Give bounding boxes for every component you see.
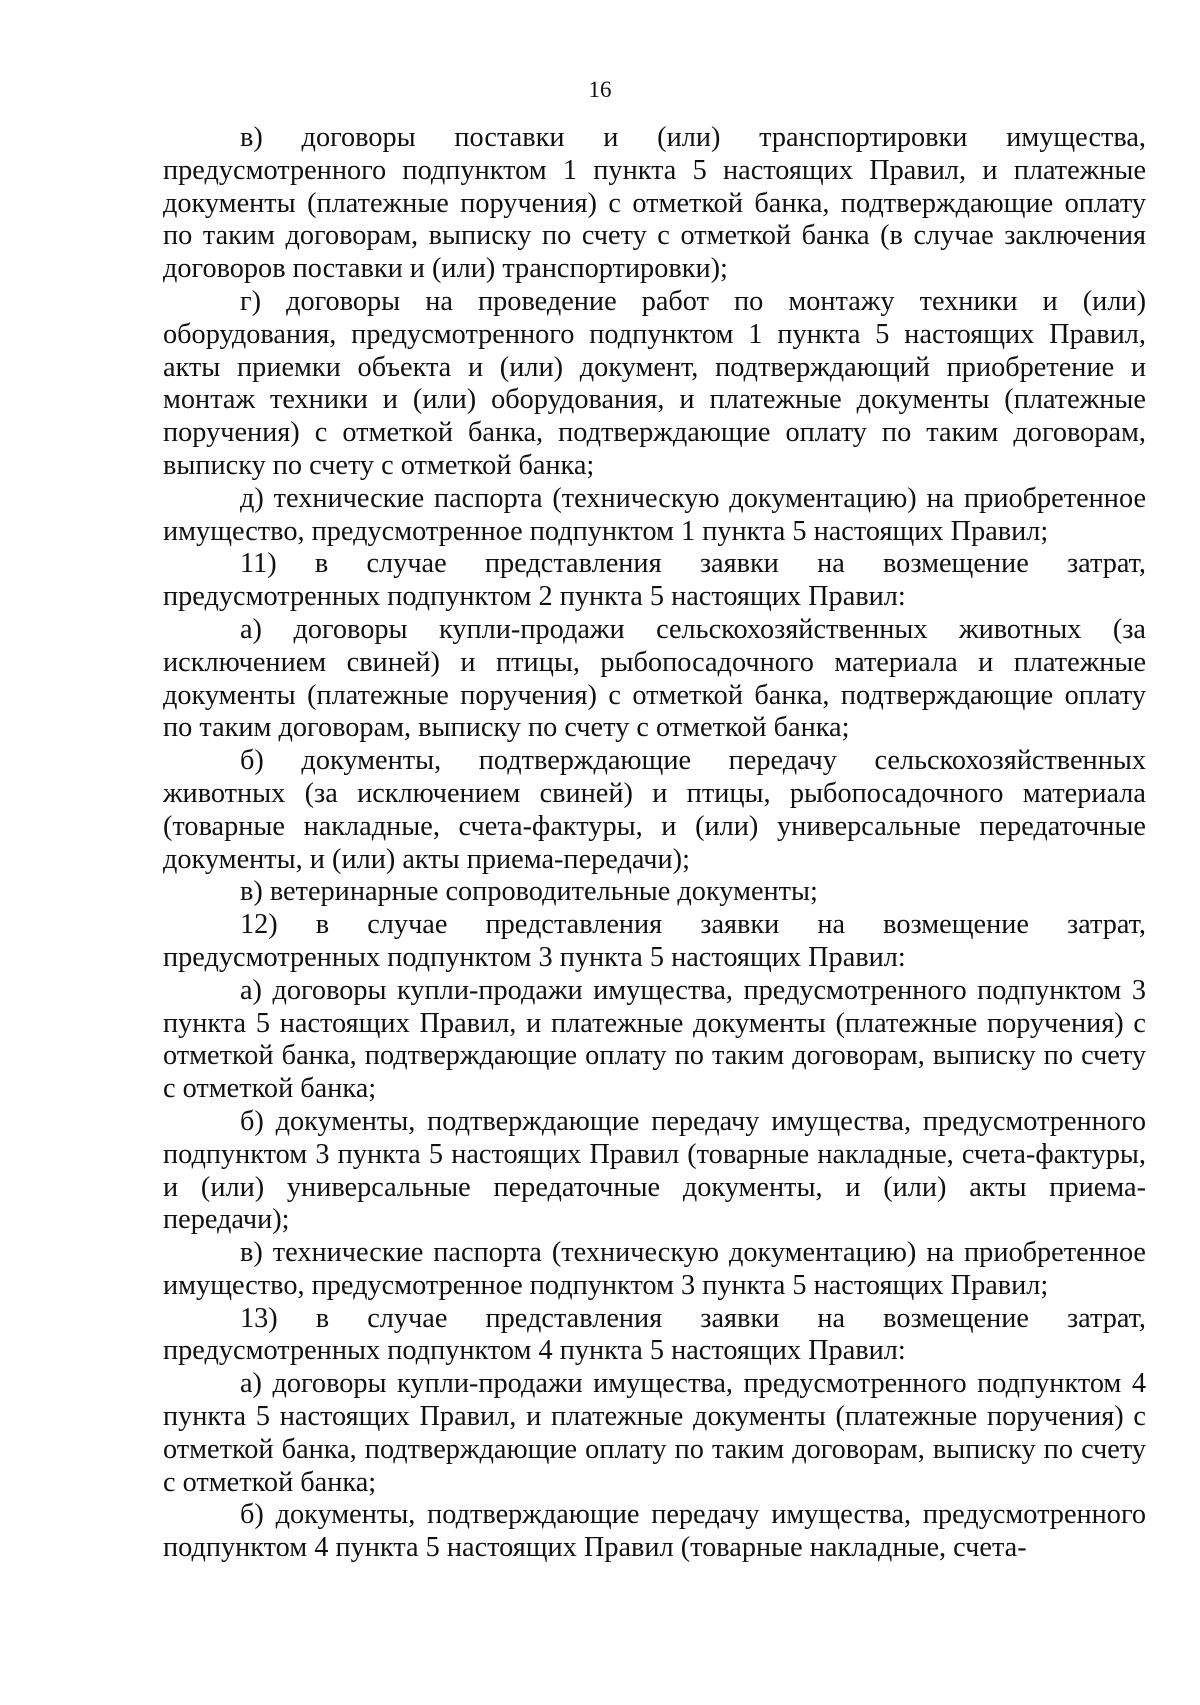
paragraph-13-b-transfer-documents: б) документы, подтверждающие передачу имущества, предусмотренного подпунктом 4 пункта 5 настоящих Правил (товарные накладные, счета- <box>163 1499 1146 1564</box>
paragraph-11-a-animal-contracts: а) договоры купли-продажи сельскохозяйственных животных (за исключением свиней) и птицы, рыбопосадочного материала и платежные документы (платежные поручения) с отметкой банка, подтверждающие оплату по таким договорам, выписку по счету с отметкой банка; <box>163 613 1146 744</box>
paragraph-12-b-transfer-documents: б) документы, подтверждающие передачу имущества, предусмотренного подпунктом 3 пункта 5 настоящих Правил (товарные накладные, счета-фактуры, и (или) универсальные передаточные документы, и (или) акты приема-передачи); <box>163 1105 1146 1236</box>
paragraph-13-heading: 13) в случае представления заявки на возмещение затрат, предусмотренных подпунктом 4 пункта 5 настоящих Правил: <box>163 1302 1146 1367</box>
paragraph-d-technical-passports: д) технические паспорта (техническую документацию) на приобретенное имущество, предусмотренное подпунктом 1 пункта 5 настоящих Правил; <box>163 482 1146 547</box>
paragraph-12-heading: 12) в случае представления заявки на возмещение затрат, предусмотренных подпунктом 3 пункта 5 настоящих Правил: <box>163 909 1146 973</box>
paragraph-13-a-property-contracts: а) договоры купли-продажи имущества, предусмотренного подпунктом 4 пункта 5 настоящих Правил, и платежные документы (платежные поручения) с отметкой банка, подтверждающие оплату по таким договорам, выписку по счету с отметкой банка; <box>163 1368 1146 1498</box>
paragraph-v-supply-contracts: в) договоры поставки и (или) транспортировки имущества, предусмотренного подпунктом 1 пункта 5 настоящих Правил, и платежные документы (платежные поручения) с отметкой банка, подтверждающие оплату по таким договорам, выписку по счету с отметкой банка (в случае заключения договоров поставки и (или) транспортировки); <box>163 122 1146 285</box>
paragraph-11-heading: 11) в случае представления заявки на возмещение затрат, предусмотренных подпунктом 2 пункта 5 настоящих Правил: <box>163 548 1146 613</box>
paragraph-11-b-transfer-documents: б) документы, подтверждающие передачу сельскохозяйственных животных (за исключением свиней) и птицы, рыбопосадочного материала (товарные накладные, счета-фактуры, и (или) универсальные передаточные документы, и (или) акты приема-передачи); <box>163 745 1146 875</box>
document-body <box>163 122 1146 1565</box>
paragraph-12-v-technical-passports: в) технические паспорта (техническую документацию) на приобретенное имущество, предусмотренное подпунктом 3 пункта 5 настоящих Правил; <box>163 1237 1146 1301</box>
paragraph-g-installation-contracts: г) договоры на проведение работ по монтажу техники и (или) оборудования, предусмотренного подпунктом 1 пункта 5 настоящих Правил, акты приемки объекта и (или) документ, подтверждающий приобретение и монтаж техники и (или) оборудования, и платежные документы (платежные поручения) с отметкой банка, подтверждающие оплату по таким договорам, выписку по счету с отметкой банка; <box>163 285 1146 481</box>
paragraph-11-v-veterinary-documents: в) ветеринарные сопроводительные документы; <box>240 876 818 908</box>
paragraph-12-a-property-contracts: а) договоры купли-продажи имущества, предусмотренного подпунктом 3 пункта 5 настоящих Правил, и платежные документы (платежные поручения) с отметкой банка, подтверждающие оплату по таким договорам, выписку по счету с отметкой банка; <box>163 974 1146 1105</box>
page-number: 16 <box>588 77 612 102</box>
